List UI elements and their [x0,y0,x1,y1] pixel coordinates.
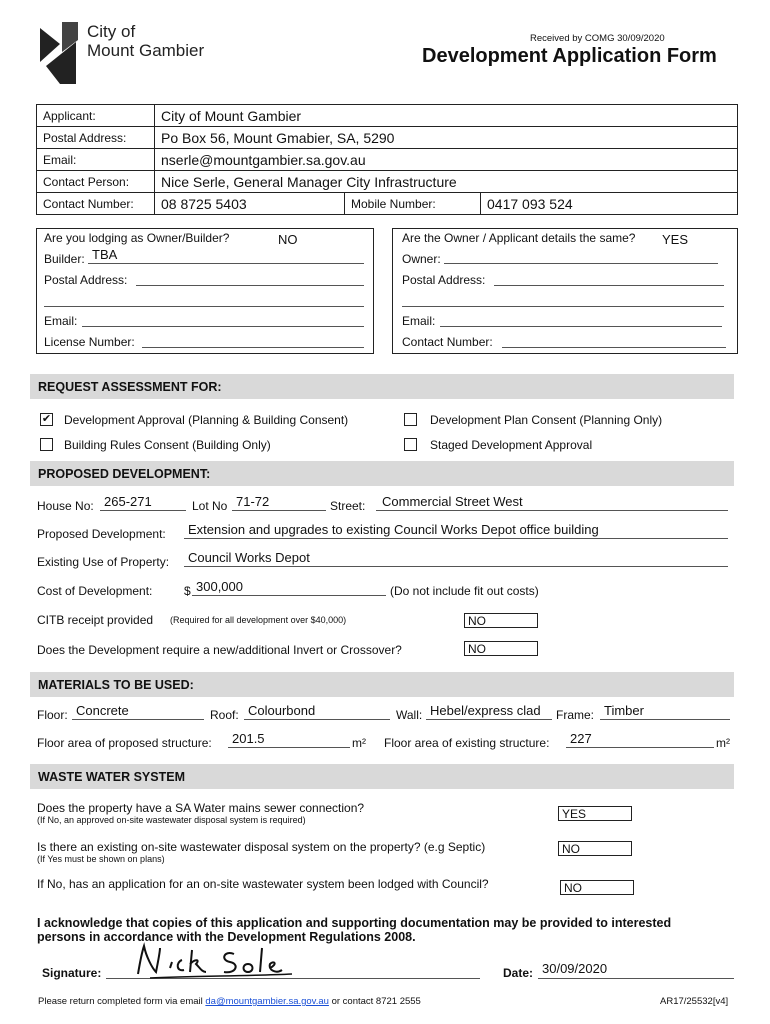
owner-question: Are the Owner / Applicant details the same? [402,231,636,245]
citb-note: (Required for all development over $40,000) [170,615,347,625]
septic-value[interactable]: NO [558,841,632,856]
street-label: Street: [330,499,366,513]
lot-no-value[interactable]: 71-72 [236,494,270,509]
builder-postal-label: Postal Address: [44,273,128,287]
cost-currency: $ [184,584,191,598]
citb-value[interactable]: NO [464,613,538,628]
builder-email-label: Email: [44,314,78,328]
logo [40,22,80,84]
contact-person-label: Contact Person: [37,171,155,193]
owner-label: Owner: [402,252,441,266]
owner-contact-label: Contact Number: [402,335,493,349]
onsite-question: If No, has an application for an on-site wastewater system been lodged with Council? [37,877,489,891]
logo-line1: City of [87,22,136,41]
signature [130,942,300,982]
frame-value[interactable]: Timber [604,703,644,718]
received-stamp: Received by COMG 30/09/2020 [530,33,665,44]
owner-builder-answer[interactable]: NO [278,232,298,247]
acknowledge-line2: persons in accordance with the Development Regulations 2008. [37,930,416,944]
email-label: Email: [37,149,155,171]
mobile-value[interactable]: 0417 093 524 [481,193,738,215]
floor-value[interactable]: Concrete [76,703,129,718]
frame-label: Frame: [556,708,595,722]
area-new-label: Floor area of proposed structure: [37,736,212,750]
owner-builder-question: Are you lodging as Owner/Builder? [44,231,230,245]
onsite-value[interactable]: NO [560,880,634,895]
proposed-heading: PROPOSED DEVELOPMENT: [30,461,734,486]
date-label: Date: [503,966,534,980]
builder-license-label: License Number: [44,335,135,349]
invert-value[interactable]: NO [464,641,538,656]
proposed-dev-label: Proposed Development: [37,527,166,541]
roof-label: Roof: [210,708,239,722]
street-value[interactable]: Commercial Street West [382,494,523,509]
staged-approval-checkbox[interactable] [404,438,417,451]
owner-postal-label: Postal Address: [402,273,486,287]
wall-label: Wall: [396,708,423,722]
signature-label: Signature: [42,966,102,980]
existing-use-label: Existing Use of Property: [37,555,170,569]
owner-answer[interactable]: YES [662,232,689,247]
cost-label: Cost of Development: [37,584,153,598]
area-exist-value[interactable]: 227 [570,731,592,746]
footer-before: Please return completed form via email [38,996,203,1007]
plan-consent-label: Development Plan Consent (Planning Only) [430,413,663,427]
request-heading: REQUEST ASSESSMENT FOR: [30,374,734,399]
footer-after: or contact 8721 2555 [331,996,421,1007]
footer-email-link[interactable]: da@mountgambier.sa.gov.au [205,996,329,1007]
citb-label: CITB receipt provided [37,613,154,627]
cost-value[interactable]: 300,000 [196,579,243,594]
sewer-value[interactable]: YES [558,806,632,821]
logo-line2: Mount Gambier [87,41,205,60]
applicant-label: Applicant: [37,105,155,127]
staged-approval-label: Staged Development Approval [430,438,593,452]
waste-heading: WASTE WATER SYSTEM [30,764,734,789]
form-reference: AR17/25532[v4] [660,996,729,1007]
sewer-note: (If No, an approved on-site wastewater disposal system is required) [37,815,306,825]
postal-label: Postal Address: [37,127,155,149]
email-value[interactable]: nserle@mountgambier.sa.gov.au [155,149,738,171]
septic-question: Is there an existing on-site wastewater disposal system on the property? (e.g Septic) [37,840,486,854]
builder-value[interactable]: TBA [92,247,118,262]
contact-number-value[interactable]: 08 8725 5403 [155,193,345,215]
contact-person-value[interactable]: Nice Serle, General Manager City Infrastructure [155,171,738,193]
builder-label: Builder: [44,252,85,266]
acknowledge-line1: I acknowledge that copies of this application and supporting documentation may be provided to interested [37,916,672,930]
development-approval-checkbox[interactable]: ✔ [41,413,52,425]
septic-note: (If Yes must be shown on plans) [37,854,165,864]
wall-value[interactable]: Hebel/express clad [430,703,541,718]
lot-no-label: Lot No [192,499,228,513]
house-no-value[interactable]: 265-271 [104,494,152,509]
house-no-label: House No: [37,499,94,513]
area-new-value[interactable]: 201.5 [232,731,265,746]
invert-label: Does the Development require a new/additional Invert or Crossover? [37,643,402,657]
cost-note: (Do not include fit out costs) [390,584,539,598]
date-value[interactable]: 30/09/2020 [542,961,608,976]
proposed-dev-value[interactable]: Extension and upgrades to existing Council Works Depot office building [188,522,599,537]
plan-consent-checkbox[interactable] [404,413,417,426]
floor-label: Floor: [37,708,68,722]
applicant-table [36,104,738,215]
footer-text [38,996,421,1007]
page-title: Development Application Form [422,45,717,67]
sewer-question: Does the property have a SA Water mains sewer connection? [37,801,365,815]
building-rules-label: Building Rules Consent (Building Only) [64,438,271,452]
building-rules-checkbox[interactable] [40,438,53,451]
applicant-value[interactable]: City of Mount Gambier [155,105,738,127]
contact-number-label: Contact Number: [37,193,155,215]
roof-value[interactable]: Colourbond [248,703,316,718]
mobile-label: Mobile Number: [345,193,481,215]
owner-email-label: Email: [402,314,436,328]
area-exist-unit: m² [716,736,730,750]
existing-use-value[interactable]: Council Works Depot [188,550,310,565]
development-approval-label: Development Approval (Planning & Building Consent) [64,413,349,427]
area-exist-label: Floor area of existing structure: [384,736,550,750]
materials-heading: MATERIALS TO BE USED: [30,672,734,697]
postal-value[interactable]: Po Box 56, Mount Gmabier, SA, 5290 [155,127,738,149]
area-new-unit: m² [352,736,366,750]
